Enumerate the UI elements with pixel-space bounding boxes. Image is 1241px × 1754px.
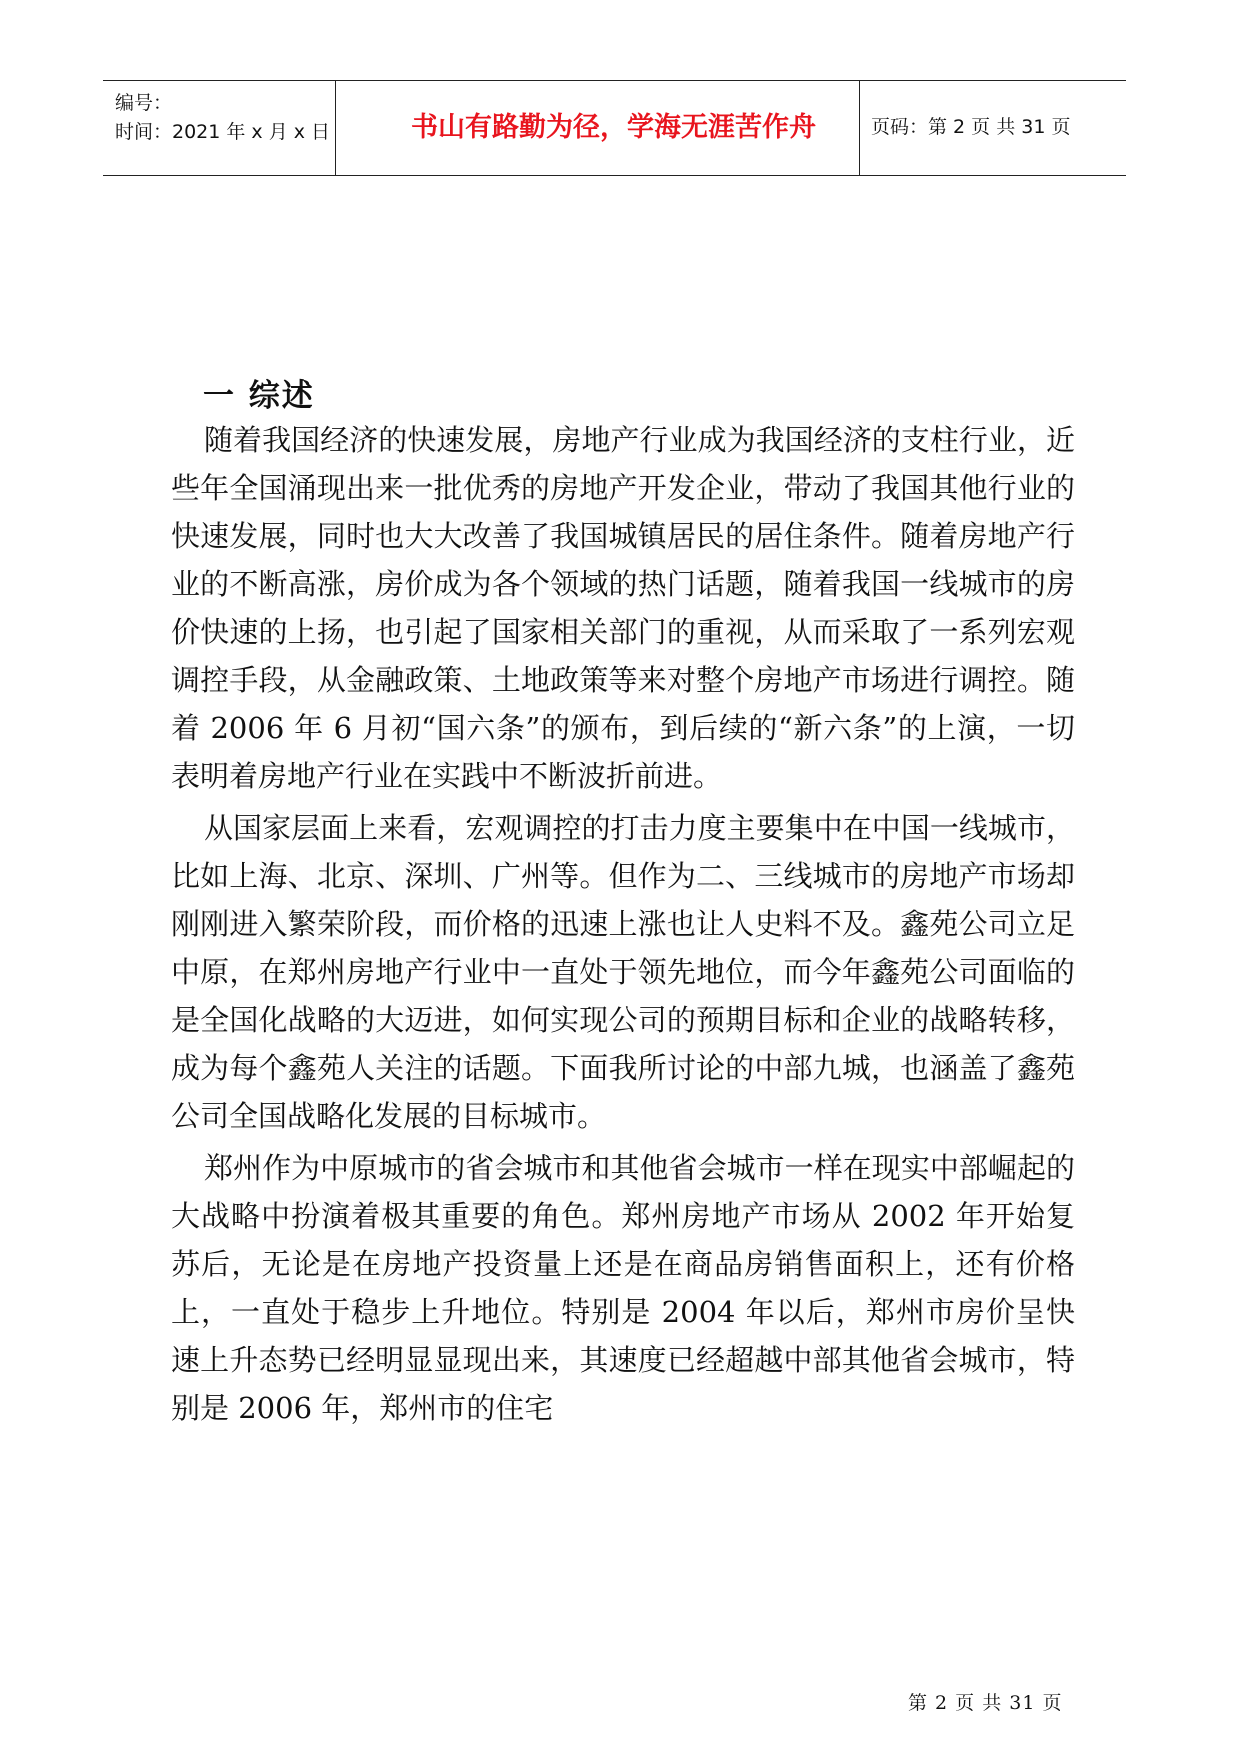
page-footer: 第 2 页 共 31 页: [908, 1692, 1063, 1714]
serial-number-label: 编号：: [115, 92, 173, 114]
header-divider-left: [335, 81, 336, 175]
body-text: [171, 416, 1075, 1436]
paragraph-3: 郑州作为中原城市的省会城市和其他省会城市一样在现实中部崛起的大战略中扮演着极其重要的角色。郑州房地产市场从 2002 年开始复苏后，无论是在房地产投资量上还是在商品房销售面积上，还有价格上，一直处于稳步上升地位。特别是 2004 年以后，郑州市房价呈快速上升态势已经明显显现出来，其速度已经超越中部其他省会城市，特别是 2006 年，郑州市的住宅: [171, 1151, 1075, 1425]
section-title: 一 综述: [203, 378, 315, 414]
paragraph-1: 随着我国经济的快速发展，房地产行业成为我国经济的支柱行业，近些年全国涌现出来一批优秀的房地产开发企业，带动了我国其他行业的快速发展，同时也大大改善了我国城镇居民的居住条件。随着房地产行业的不断高涨，房价成为各个领域的热门话题，随着我国一线城市的房价快速的上扬，也引起了国家相关部门的重视，从而采取了一系列宏观调控手段，从金融政策、土地政策等来对整个房地产市场进行调控。随着 2006 年 6 月初“国六条”的颁布，到后续的“新六条”的上演，一切表明着房地产行业在实践中不断波折前进。: [171, 423, 1075, 793]
header-divider-right: [859, 81, 860, 175]
header-motto: 书山有路勤为径，学海无涯苦作舟: [411, 112, 816, 143]
page-header: [103, 80, 1126, 176]
header-page-info: 页码：第 2 页 共 31 页: [871, 116, 1071, 138]
header-meta: [115, 89, 330, 147]
paragraph-2: 从国家层面上来看，宏观调控的打击力度主要集中在中国一线城市，比如上海、北京、深圳、广州等。但作为二、三线城市的房地产市场却刚刚进入繁荣阶段，而价格的迅速上涨也让人史料不及。鑫苑公司立足中原，在郑州房地产行业中一直处于领先地位，而今年鑫苑公司面临的是全国化战略的大迈进，如何实现公司的预期目标和企业的战略转移，成为每个鑫苑人关注的话题。下面我所讨论的中部九城，也涵盖了鑫苑公司全国战略化发展的目标城市。: [171, 811, 1075, 1133]
date-label: 时间：2021 年 x 月 x 日: [115, 121, 331, 143]
